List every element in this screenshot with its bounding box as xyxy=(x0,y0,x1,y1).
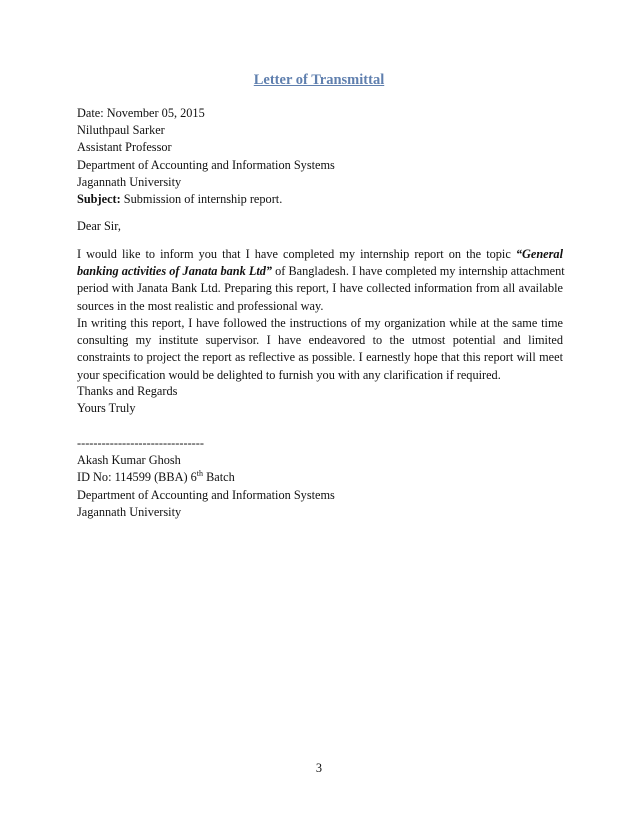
paragraph-text: of Bangladesh. I have completed my internship attachment xyxy=(272,264,565,279)
recipient-name: Niluthpaul Sarker xyxy=(77,123,165,138)
signature-line: ------------------------------- xyxy=(77,436,204,450)
subject-text: Submission of internship report. xyxy=(120,192,283,206)
paragraph-line: constraints to project the report as reflective as possible. I earnestly hope that this report will meet xyxy=(77,350,563,365)
body-paragraph-1 xyxy=(77,246,563,315)
sender-id-suffix: Batch xyxy=(203,470,235,485)
paragraph-line: consulting my institute supervisor. I have endeavored to the utmost potential and limited xyxy=(77,333,563,348)
sender-id-superscript: th xyxy=(196,469,204,479)
closing-thanks: Thanks and Regards xyxy=(77,384,178,398)
recipient-university: Jagannath University xyxy=(77,174,182,189)
paragraph-line xyxy=(77,246,563,263)
salutation-text: Dear Sir, xyxy=(77,219,121,233)
sender-name: Akash Kumar Ghosh xyxy=(77,453,181,468)
closing-block xyxy=(77,383,563,417)
sender-id-prefix: ID No: 114599 (BBA) 6 xyxy=(77,470,197,485)
page-title: Letter of Transmittal xyxy=(253,72,385,88)
sender-id xyxy=(77,469,563,486)
sender-university: Jagannath University xyxy=(77,504,182,519)
report-topic-start: “General xyxy=(515,247,563,261)
page-number: 3 xyxy=(315,761,323,775)
paragraph-line xyxy=(77,263,563,280)
recipient-position: Assistant Professor xyxy=(77,140,172,155)
body-paragraph-2 xyxy=(77,315,563,384)
signature-block xyxy=(77,435,563,521)
closing-yours: Yours Truly xyxy=(77,401,136,416)
paragraph-line: sources in the most realistic and professional way. xyxy=(77,298,324,313)
paragraph-text: I would like to inform you that I have completed my internship report on the topic xyxy=(77,247,516,261)
sender-department: Department of Accounting and Information Systems xyxy=(77,487,335,502)
report-topic-end: banking activities of Janata bank Ltd” xyxy=(77,264,273,279)
paragraph-line: your specification would be delighted to furnish you with any clarification if required. xyxy=(77,367,501,382)
salutation xyxy=(77,218,563,235)
paragraph-line: period with Janata Bank Ltd. Preparing this report, I have collected information from all available xyxy=(77,281,563,296)
paragraph-line: In writing this report, I have followed the instructions of my organization while at the same time xyxy=(77,316,563,330)
letter-date: Date: November 05, 2015 xyxy=(77,106,205,120)
subject-line xyxy=(77,191,563,208)
recipient-department: Department of Accounting and Information Systems xyxy=(77,157,335,172)
recipient-block xyxy=(77,105,563,191)
subject-label: Subject: xyxy=(77,192,121,206)
